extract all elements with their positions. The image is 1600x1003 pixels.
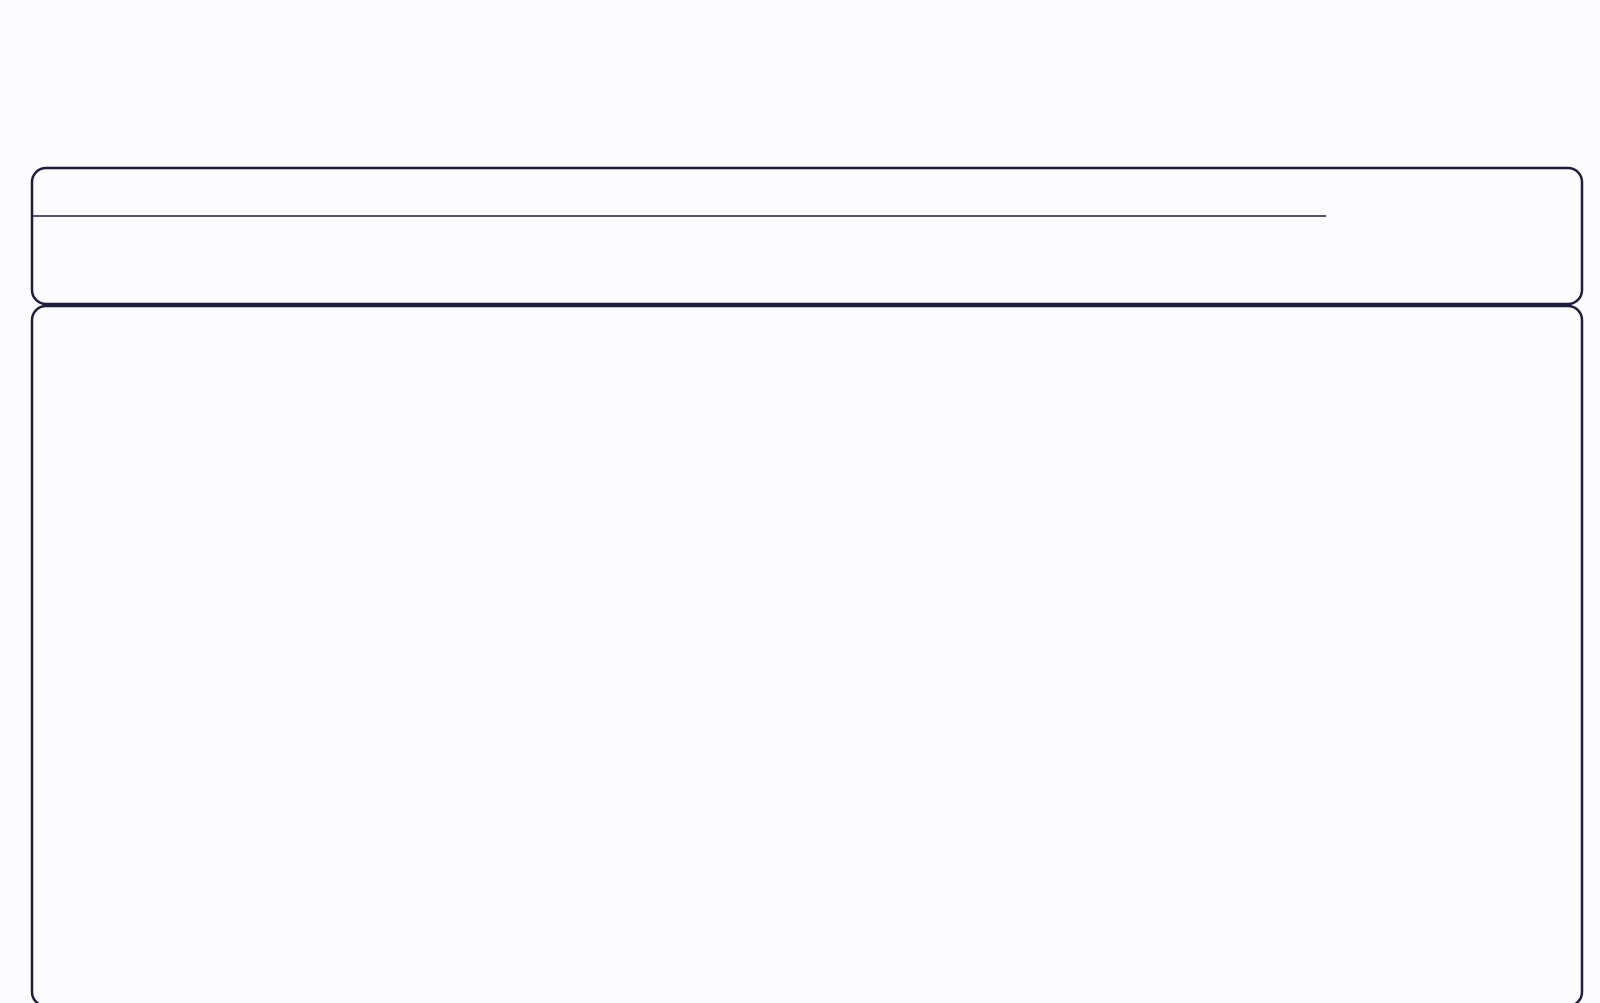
payment-discharge-header: [815, 168, 1325, 216]
refusal-header: [545, 170, 813, 216]
signature-left-thumb-header: [1107, 218, 1325, 302]
date-of-refusal-header: [635, 218, 717, 302]
body-box: [32, 306, 1582, 1003]
date-of-application-header: [545, 218, 633, 302]
leave-due-on-header: [34, 218, 102, 302]
second-moiety-header: [476, 218, 542, 302]
amount-refused-header: [719, 218, 813, 302]
balance-header: [320, 172, 406, 302]
date-of-discharge-header: [815, 218, 905, 302]
leave-allowed-header: [170, 170, 318, 216]
from-header: [170, 218, 242, 302]
accumulation-header: [34, 170, 168, 216]
signature-receipt-header: [1328, 172, 1496, 298]
date-header: [907, 218, 991, 302]
payment-for-leave-header: [408, 170, 542, 216]
amount-paid-header: [993, 218, 1105, 302]
no-of-days-header: [104, 218, 168, 302]
to-header: [244, 218, 318, 302]
first-moiety-header: [408, 218, 474, 302]
